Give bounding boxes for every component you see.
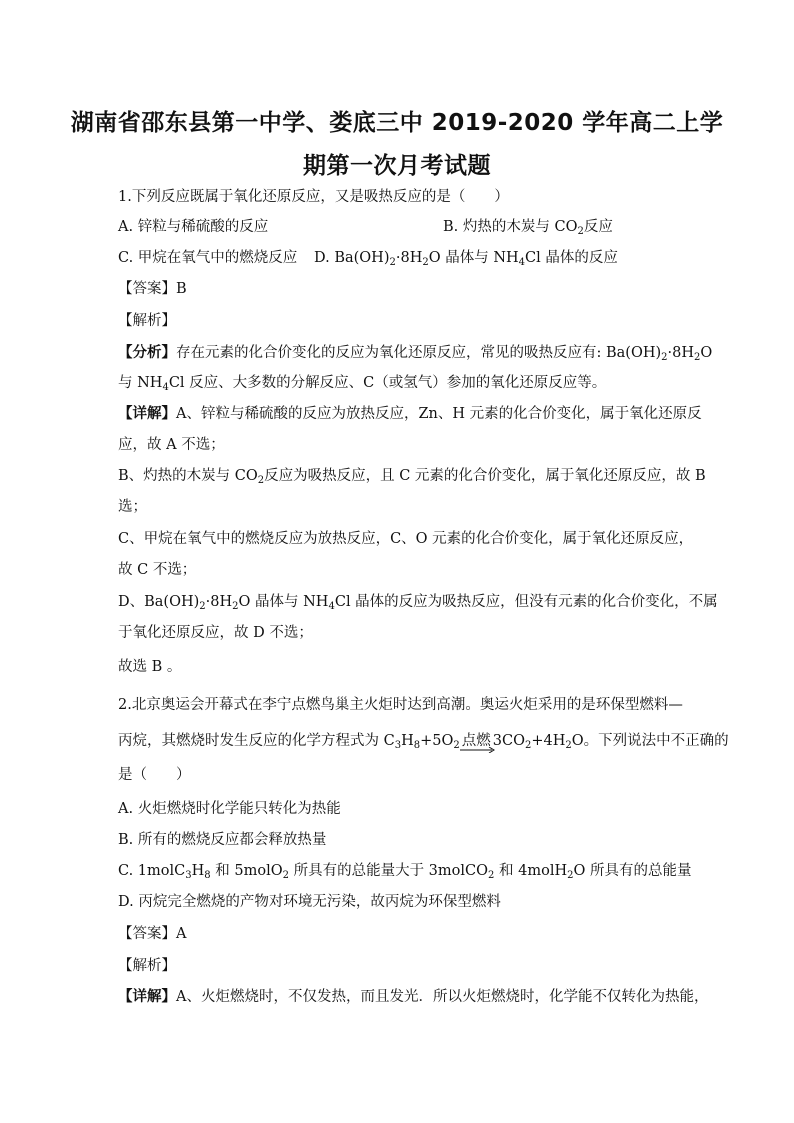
q1-detail-line-8: 于氧化还原反应，故 D 不选； [118, 625, 313, 641]
q1-option-a: A. 锌粒与稀硫酸的反应 [118, 219, 269, 235]
q1-answer: 【答案】B [118, 281, 187, 297]
q1-stem: 1.下列反应既属于氧化还原反应，又是吸热反应的是（ ） [118, 189, 509, 205]
q1-detail-line-9: 故选 B 。 [118, 659, 182, 675]
reaction-arrow: 点燃 [460, 731, 493, 751]
q1-option-c: C. 甲烷在氧气中的燃烧反应 [118, 250, 298, 266]
q1-analysis-heading: 【解析】 [118, 313, 176, 329]
q1-detail-line-7: D、$Ba(OH)_2\cdot 8H_2O$ 晶体与 $NH_4Cl$ 晶体的反应为吸热反应，但没有元素的化合价变化，不属 [118, 594, 718, 612]
q2-option-b: B. 所有的燃烧反应都会释放热量 [118, 832, 327, 848]
q2-stem-line-2: 丙烷，其燃烧时发生反应的化学方程式为 $C_3H_8+5O_2$ 点燃 $3CO_2+4H_2O$。下列说法中不正确的 [118, 733, 729, 751]
q1-detail-line-3: B、灼热的木炭与 $CO_2$反应为吸热反应，且 C 元素的化合价变化，属于氧化还原反应，故 B [118, 468, 706, 486]
q2-detail-line-1: 【详解】A、火炬燃烧时，不仅发热，而且发光．所以火炬燃烧时，化学能不仅转化为热能， [118, 988, 709, 1005]
q2-option-a: A. 火炬燃烧时化学能只转化为热能 [118, 801, 341, 817]
q1-fenxi-line-2: 与 $NH_4Cl$ 反应、大多数的分解反应、C（或氢气）参加的氧化还原反应等。 [118, 375, 607, 393]
q2-option-d: D. 丙烷完全燃烧的产物对环境无污染，故丙烷为环保型燃料 [118, 894, 501, 910]
q2-stem-line-1: 2.北京奥运会开幕式在李宁点燃鸟巢主火炬时达到高潮。奥运火炬采用的是环保型燃料— [118, 697, 683, 713]
q1-fenxi-line-1: 【分析】存在元素的化合价变化的反应为氧化还原反应，常见的吸热反应有: $Ba(OH)_2\cdot 8H_2O$ [118, 344, 713, 363]
q1-option-b: B. 灼热的木炭与 $CO_2$反应 [443, 219, 613, 237]
q1-detail-line-1: 【详解】A、锌粒与稀硫酸的反应为放热反应，Zn、H 元素的化合价变化，属于氧化还原反 [118, 405, 702, 422]
arrow-icon [460, 747, 496, 753]
q1-detail-line-5: C、甲烷在氧气中的燃烧反应为放热反应，C、O 元素的化合价变化，属于氧化还原反应， [118, 531, 694, 547]
q1-detail-line-4: 选； [118, 499, 147, 515]
q1-detail-line-6: 故 C 不选； [118, 562, 197, 578]
q2-answer: 【答案】A [118, 926, 187, 942]
title-line-1: 湖南省邵东县第一中学、娄底三中 2019-2020 学年高二上学 [70, 110, 724, 136]
q2-option-c: C. $1molC_3H_8$ 和 5molO$_2$ 所具有的总能量大于 3molCO$_2$ 和 4molH$_2$O 所具有的总能量 [118, 863, 692, 881]
q2-analysis-heading: 【解析】 [118, 958, 176, 974]
title-line-2: 期第一次月考试题 [303, 153, 491, 179]
q1-detail-line-2: 应，故 A 不选； [118, 437, 225, 453]
q2-stem-line-3: 是（ ） [118, 767, 191, 783]
q1-option-d: D. $Ba(OH)_2\cdot 8H_2O$ 晶体与 $NH_4Cl$ 晶体的反应 [314, 250, 618, 268]
